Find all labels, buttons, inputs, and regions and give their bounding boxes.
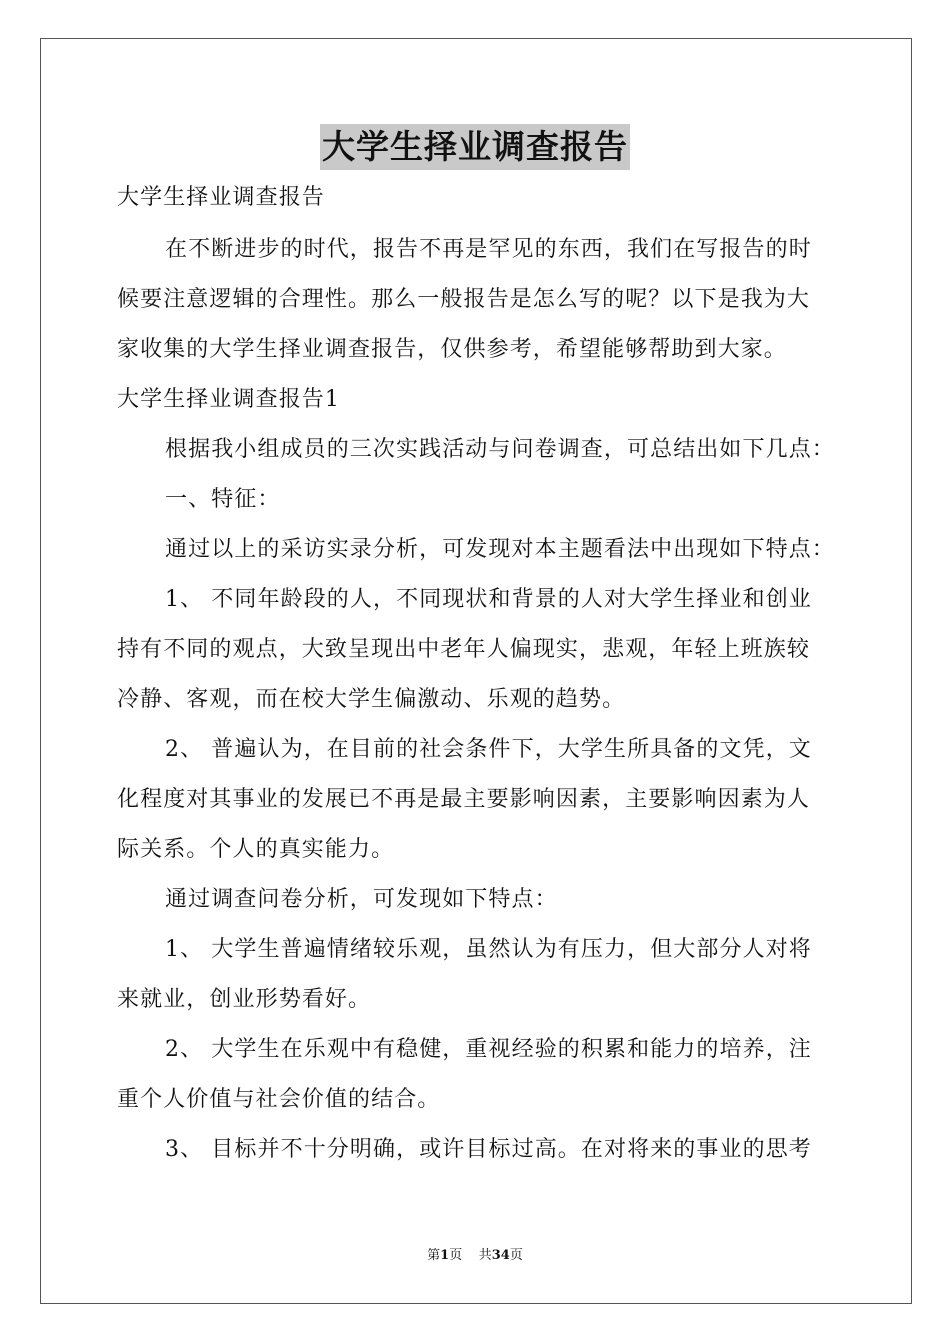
footer-page-number: 1	[440, 1248, 450, 1263]
body-line: 重个人价值与社会价值的结合。	[117, 1087, 441, 1112]
body-line: 家收集的大学生择业调查报告，仅供参考，希望能够帮助到大家。	[117, 337, 787, 362]
body-line: 2、 普遍认为，在目前的社会条件下，大学生所具备的文凭，文	[165, 737, 812, 762]
body-line: 1、 大学生普遍情绪较乐观，虽然认为有压力，但大部分人对将	[165, 937, 812, 962]
footer-page-suffix: 页	[449, 1248, 463, 1263]
body-line: 化程度对其事业的发展已不再是最主要影响因素，主要影响因素为人	[117, 787, 811, 812]
body-line: 3、 目标并不十分明确，或许目标过高。在对将来的事业的思考	[165, 1137, 812, 1162]
section-heading: 大学生择业调查报告1	[117, 387, 340, 412]
subtitle-line: 大学生择业调查报告	[117, 185, 325, 210]
body-line: 根据我小组成员的三次实践活动与问卷调查，可总结出如下几点：	[165, 437, 835, 462]
body-line: 1、 不同年龄段的人，不同现状和背景的人对大学生择业和创业	[165, 587, 812, 612]
body-line: 持有不同的观点，大致呈现出中老年人偏现实，悲观，年轻上班族较	[117, 637, 811, 662]
document-title: 大学生择业调查报告	[320, 124, 630, 170]
body-line: 在不断进步的时代，报告不再是罕见的东西，我们在写报告的时	[165, 237, 812, 262]
body-line: 一、特征：	[165, 487, 281, 512]
body-line: 2、 大学生在乐观中有稳健，重视经验的积累和能力的培养，注	[165, 1037, 812, 1062]
title-container	[0, 124, 950, 170]
body-line: 来就业，创业形势看好。	[117, 987, 372, 1012]
page-footer	[0, 1247, 950, 1265]
body-line: 通过调查问卷分析，可发现如下特点：	[165, 887, 558, 912]
footer-page-prefix: 第	[427, 1248, 441, 1263]
footer-total-pages: 34	[491, 1248, 510, 1263]
footer-total-prefix: 共	[478, 1248, 492, 1263]
body-line: 际关系。个人的真实能力。	[117, 837, 395, 862]
body-line: 冷静、客观，而在校大学生偏激动、乐观的趋势。	[117, 687, 626, 712]
body-line: 通过以上的采访实录分析，可发现对本主题看法中出现如下特点：	[165, 537, 835, 562]
body-line: 候要注意逻辑的合理性。那么一般报告是怎么写的呢？以下是我为大	[117, 287, 811, 312]
footer-total-suffix: 页	[509, 1248, 523, 1263]
